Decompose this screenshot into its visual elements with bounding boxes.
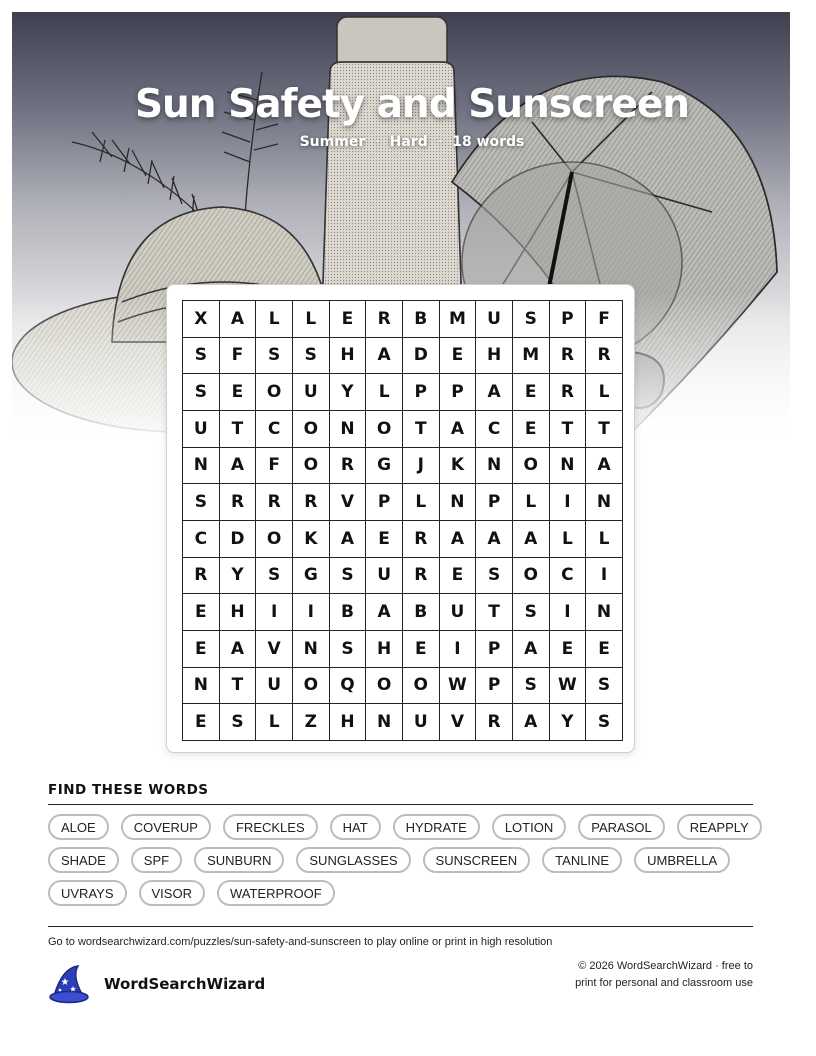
grid-cell[interactable]: E (366, 521, 403, 558)
word-pill: SPF (131, 847, 182, 873)
grid-cell[interactable]: U (256, 668, 293, 705)
grid-cell[interactable]: G (366, 448, 403, 485)
grid-cell[interactable]: I (293, 594, 330, 631)
page-title: Sun Safety and Sunscreen (134, 82, 690, 127)
word-count-label: 18 words (452, 134, 525, 150)
grid-cell[interactable]: C (256, 411, 293, 448)
copyright-text: © 2026 WordSearchWizard · free to print for personal and classroom use (575, 960, 753, 989)
grid-cell[interactable]: N (366, 704, 403, 741)
grid-cell[interactable]: W (440, 668, 477, 705)
grid-cell[interactable]: R (403, 558, 440, 595)
word-pill: UMBRELLA (634, 847, 730, 873)
meta-separator: · (375, 134, 380, 150)
word-pill: REAPPLY (677, 814, 762, 840)
grid-cell[interactable]: R (550, 374, 587, 411)
grid-cell[interactable]: S (513, 594, 550, 631)
grid-cell[interactable]: I (256, 594, 293, 631)
grid-cell[interactable]: Y (550, 704, 587, 741)
word-pill: ALOE (48, 814, 109, 840)
grid-cell[interactable]: H (220, 594, 257, 631)
grid-cell[interactable]: N (183, 448, 220, 485)
grid-cell[interactable]: A (330, 521, 367, 558)
grid-cell[interactable]: M (440, 301, 477, 338)
grid-cell[interactable]: R (550, 338, 587, 375)
grid-cell[interactable]: V (256, 631, 293, 668)
grid-cell[interactable]: S (183, 374, 220, 411)
divider (48, 926, 753, 927)
letter-grid (182, 300, 623, 741)
grid-cell[interactable]: R (476, 704, 513, 741)
theme-label: Summer (299, 134, 366, 150)
grid-cell[interactable]: O (293, 411, 330, 448)
meta-separator: · (437, 134, 443, 150)
grid-cell[interactable]: P (403, 374, 440, 411)
wizard-hat-icon (48, 964, 92, 1004)
grid-cell[interactable]: N (550, 448, 587, 485)
word-pill: FRECKLES (223, 814, 318, 840)
grid-cell[interactable]: S (330, 631, 367, 668)
grid-cell[interactable]: A (476, 521, 513, 558)
grid-cell[interactable]: C (550, 558, 587, 595)
play-online-note: Go to wordsearchwizard.com/puzzles/sun-safety-and-sunscreen to play online or print in high resolution (48, 936, 553, 948)
difficulty-label: Hard (389, 134, 428, 150)
grid-cell[interactable]: N (586, 484, 623, 521)
grid-cell[interactable]: U (366, 558, 403, 595)
grid-cell[interactable]: B (403, 301, 440, 338)
word-list (48, 814, 768, 906)
grid-cell[interactable]: L (586, 521, 623, 558)
grid-cell[interactable]: R (293, 484, 330, 521)
grid-cell[interactable]: T (476, 594, 513, 631)
grid-cell[interactable]: N (293, 631, 330, 668)
grid-cell[interactable]: O (256, 521, 293, 558)
grid-cell[interactable]: P (476, 631, 513, 668)
grid-cell[interactable]: S (183, 484, 220, 521)
grid-cell[interactable]: P (476, 484, 513, 521)
grid-cell[interactable]: N (586, 594, 623, 631)
grid-cell[interactable]: H (476, 338, 513, 375)
grid-cell[interactable]: L (256, 704, 293, 741)
grid-cell[interactable]: R (403, 521, 440, 558)
grid-cell[interactable]: O (513, 558, 550, 595)
grid-cell[interactable]: L (366, 374, 403, 411)
grid-cell[interactable]: A (513, 631, 550, 668)
grid-cell[interactable]: F (220, 338, 257, 375)
grid-cell[interactable]: D (403, 338, 440, 375)
word-list-title: FIND THESE WORDS (48, 782, 209, 798)
grid-cell[interactable]: M (513, 338, 550, 375)
grid-cell[interactable]: O (366, 668, 403, 705)
divider (48, 804, 753, 805)
grid-cell[interactable]: T (220, 668, 257, 705)
grid-cell[interactable]: J (403, 448, 440, 485)
grid-cell[interactable]: R (366, 301, 403, 338)
grid-cell[interactable]: K (293, 521, 330, 558)
grid-cell[interactable]: A (220, 448, 257, 485)
grid-cell[interactable]: Q (330, 668, 367, 705)
grid-cell[interactable]: E (513, 411, 550, 448)
word-pill: HYDRATE (393, 814, 480, 840)
grid-cell[interactable]: L (513, 484, 550, 521)
grid-cell[interactable]: I (586, 558, 623, 595)
grid-cell[interactable]: Y (330, 374, 367, 411)
grid-cell[interactable]: I (440, 631, 477, 668)
grid-cell[interactable]: F (256, 448, 293, 485)
grid-cell[interactable]: S (183, 338, 220, 375)
grid-cell[interactable]: E (513, 374, 550, 411)
word-pill: LOTION (492, 814, 566, 840)
grid-cell[interactable]: A (220, 631, 257, 668)
word-pill: WATERPROOF (217, 880, 335, 906)
grid-cell[interactable]: A (513, 521, 550, 558)
word-pill: VISOR (139, 880, 205, 906)
grid-cell[interactable]: P (366, 484, 403, 521)
grid-cell[interactable]: S (513, 668, 550, 705)
grid-cell[interactable]: I (550, 594, 587, 631)
grid-cell[interactable]: A (513, 704, 550, 741)
sunscreen-bottle-icon (322, 17, 462, 312)
grid-cell[interactable]: S (586, 704, 623, 741)
grid-cell[interactable]: H (366, 631, 403, 668)
grid-cell[interactable]: P (476, 668, 513, 705)
grid-cell[interactable]: T (586, 411, 623, 448)
grid-cell[interactable]: N (183, 668, 220, 705)
grid-cell[interactable]: A (440, 411, 477, 448)
grid-cell[interactable]: W (550, 668, 587, 705)
grid-cell[interactable]: T (220, 411, 257, 448)
grid-cell[interactable]: E (550, 631, 587, 668)
puzzle-card (166, 284, 635, 753)
grid-cell[interactable]: E (403, 631, 440, 668)
grid-cell[interactable]: S (513, 301, 550, 338)
grid-cell[interactable]: E (586, 631, 623, 668)
word-pill: SUNGLASSES (296, 847, 410, 873)
grid-cell[interactable]: A (440, 521, 477, 558)
brand[interactable] (48, 964, 265, 1004)
grid-cell[interactable]: R (183, 558, 220, 595)
grid-cell[interactable]: N (476, 448, 513, 485)
grid-cell[interactable]: S (330, 558, 367, 595)
grid-cell[interactable]: U (183, 411, 220, 448)
grid-cell[interactable]: S (256, 338, 293, 375)
grid-cell[interactable]: U (403, 704, 440, 741)
grid-cell[interactable]: B (403, 594, 440, 631)
grid-cell[interactable]: F (586, 301, 623, 338)
grid-cell[interactable]: C (183, 521, 220, 558)
grid-cell[interactable]: P (550, 301, 587, 338)
grid-cell[interactable]: R (256, 484, 293, 521)
word-pill: PARASOL (578, 814, 664, 840)
grid-cell[interactable]: A (476, 374, 513, 411)
grid-cell[interactable]: S (476, 558, 513, 595)
word-pill: COVERUP (121, 814, 211, 840)
grid-cell[interactable]: A (366, 338, 403, 375)
grid-cell[interactable]: V (440, 704, 477, 741)
grid-cell[interactable]: D (220, 521, 257, 558)
grid-cell[interactable]: E (330, 301, 367, 338)
word-pill: HAT (330, 814, 381, 840)
grid-cell[interactable]: R (586, 338, 623, 375)
word-pill: SHADE (48, 847, 119, 873)
grid-cell[interactable]: N (440, 484, 477, 521)
grid-cell[interactable]: E (183, 704, 220, 741)
grid-cell[interactable]: R (220, 484, 257, 521)
grid-cell[interactable]: U (440, 594, 477, 631)
brand-name: WordSearchWizard (104, 975, 266, 993)
grid-cell[interactable]: A (366, 594, 403, 631)
grid-cell[interactable]: Z (293, 704, 330, 741)
grid-cell[interactable]: V (330, 484, 367, 521)
grid-cell[interactable]: T (550, 411, 587, 448)
grid-cell[interactable]: A (586, 448, 623, 485)
grid-cell[interactable]: O (366, 411, 403, 448)
grid-cell[interactable]: K (440, 448, 477, 485)
grid-cell[interactable]: X (183, 301, 220, 338)
grid-cell[interactable]: E (440, 558, 477, 595)
grid-cell[interactable]: S (256, 558, 293, 595)
grid-cell[interactable]: C (476, 411, 513, 448)
grid-cell[interactable]: N (330, 411, 367, 448)
word-pill: UVRAYS (48, 880, 127, 906)
grid-cell[interactable]: P (440, 374, 477, 411)
grid-cell[interactable]: O (403, 668, 440, 705)
word-pill: SUNSCREEN (423, 847, 531, 873)
grid-cell[interactable]: A (220, 301, 257, 338)
grid-cell[interactable]: E (220, 374, 257, 411)
grid-cell[interactable]: Y (220, 558, 257, 595)
grid-cell[interactable]: O (256, 374, 293, 411)
grid-cell[interactable]: O (293, 448, 330, 485)
grid-cell[interactable]: L (256, 301, 293, 338)
grid-cell[interactable]: L (586, 374, 623, 411)
grid-cell[interactable]: L (403, 484, 440, 521)
grid-cell[interactable]: U (476, 301, 513, 338)
grid-cell[interactable]: T (403, 411, 440, 448)
grid-cell[interactable]: H (330, 338, 367, 375)
grid-cell[interactable]: E (183, 631, 220, 668)
word-pill: TANLINE (542, 847, 622, 873)
grid-cell[interactable]: L (293, 301, 330, 338)
grid-cell[interactable]: U (293, 374, 330, 411)
grid-cell[interactable]: R (330, 448, 367, 485)
grid-cell[interactable]: S (293, 338, 330, 375)
grid-cell[interactable]: I (550, 484, 587, 521)
grid-cell[interactable]: L (550, 521, 587, 558)
grid-cell[interactable]: G (293, 558, 330, 595)
grid-cell[interactable]: B (330, 594, 367, 631)
grid-cell[interactable]: O (513, 448, 550, 485)
grid-cell[interactable]: O (293, 668, 330, 705)
grid-cell[interactable]: S (220, 704, 257, 741)
puzzle-meta (12, 134, 790, 150)
grid-cell[interactable]: E (183, 594, 220, 631)
grid-cell[interactable]: H (330, 704, 367, 741)
grid-cell[interactable]: E (440, 338, 477, 375)
word-pill: SUNBURN (194, 847, 284, 873)
grid-cell[interactable]: S (586, 668, 623, 705)
